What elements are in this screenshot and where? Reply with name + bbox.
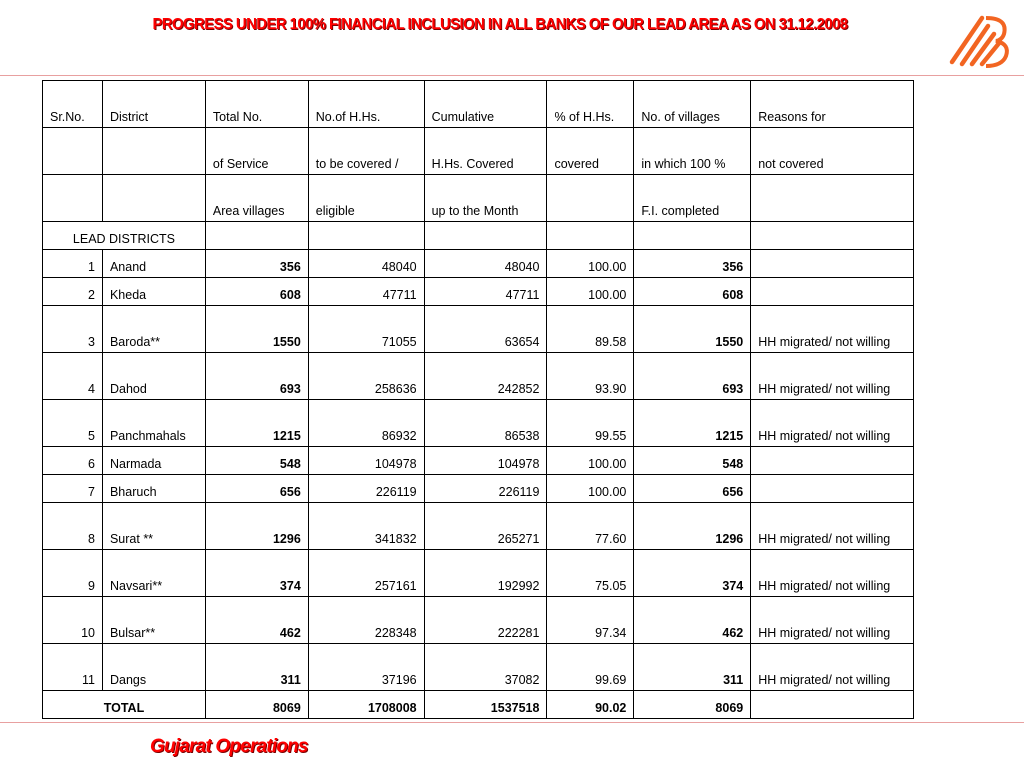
table-row (43, 447, 914, 475)
table-row (43, 353, 914, 400)
empty-cell (634, 222, 751, 250)
villages-completed-cell: 1550 (634, 306, 751, 353)
percent-covered-cell: 100.00 (547, 278, 634, 306)
header-cell: of Service (205, 128, 308, 175)
service-area-villages-cell: 462 (205, 597, 308, 644)
households-covered-cell: 222281 (424, 597, 547, 644)
header-row-3 (43, 175, 914, 222)
percent-covered-cell: 100.00 (547, 475, 634, 503)
serial-number-cell: 1 (43, 250, 103, 278)
header-divider (0, 75, 1024, 76)
reason-cell: HH migrated/ not willing (751, 550, 914, 597)
header-cell (102, 128, 205, 175)
district-cell: Dangs (102, 644, 205, 691)
district-cell: Narmada (102, 447, 205, 475)
service-area-villages-cell: 374 (205, 550, 308, 597)
total-eligible: 1708008 (308, 691, 424, 719)
households-eligible-cell: 71055 (308, 306, 424, 353)
percent-covered-cell: 100.00 (547, 250, 634, 278)
header-cell: in which 100 % (634, 128, 751, 175)
service-area-villages-cell: 548 (205, 447, 308, 475)
total-covered: 1537518 (424, 691, 547, 719)
header-cell: F.I. completed (634, 175, 751, 222)
page-title: PROGRESS UNDER 100% FINANCIAL INCLUSION IN ALL BANKS OF OUR LEAD AREA AS ON 31.12.2008 (152, 16, 848, 33)
header-cell: No. of villages (634, 81, 751, 128)
header-cell (547, 175, 634, 222)
section-row (43, 222, 914, 250)
header-cell: to be covered / (308, 128, 424, 175)
villages-completed-cell: 356 (634, 250, 751, 278)
reason-cell (751, 475, 914, 503)
total-label: TOTAL (43, 691, 206, 719)
reason-cell: HH migrated/ not willing (751, 306, 914, 353)
service-area-villages-cell: 311 (205, 644, 308, 691)
header-cell: Cumulative (424, 81, 547, 128)
serial-number-cell: 10 (43, 597, 103, 644)
households-covered-cell: 242852 (424, 353, 547, 400)
households-covered-cell: 192992 (424, 550, 547, 597)
percent-covered-cell: 99.69 (547, 644, 634, 691)
households-covered-cell: 265271 (424, 503, 547, 550)
table-body (43, 81, 914, 719)
service-area-villages-cell: 608 (205, 278, 308, 306)
header-cell (751, 175, 914, 222)
service-area-villages-cell: 1296 (205, 503, 308, 550)
header-cell: Total No. (205, 81, 308, 128)
district-cell: Surat ** (102, 503, 205, 550)
households-eligible-cell: 104978 (308, 447, 424, 475)
district-cell: Anand (102, 250, 205, 278)
header-cell: eligible (308, 175, 424, 222)
header-cell: Area villages (205, 175, 308, 222)
header-cell: covered (547, 128, 634, 175)
reason-cell (751, 447, 914, 475)
empty-cell (547, 222, 634, 250)
households-eligible-cell: 86932 (308, 400, 424, 447)
villages-completed-cell: 608 (634, 278, 751, 306)
total-reason (751, 691, 914, 719)
total-row (43, 691, 914, 719)
section-label: LEAD DISTRICTS (43, 222, 206, 250)
percent-covered-cell: 100.00 (547, 447, 634, 475)
table-row (43, 306, 914, 353)
percent-covered-cell: 75.05 (547, 550, 634, 597)
serial-number-cell: 2 (43, 278, 103, 306)
serial-number-cell: 6 (43, 447, 103, 475)
villages-completed-cell: 1296 (634, 503, 751, 550)
serial-number-cell: 4 (43, 353, 103, 400)
reason-cell: HH migrated/ not willing (751, 353, 914, 400)
header-cell: H.Hs. Covered (424, 128, 547, 175)
percent-covered-cell: 77.60 (547, 503, 634, 550)
villages-completed-cell: 374 (634, 550, 751, 597)
percent-covered-cell: 99.55 (547, 400, 634, 447)
header-row-1 (43, 81, 914, 128)
households-eligible-cell: 228348 (308, 597, 424, 644)
district-cell: Navsari** (102, 550, 205, 597)
serial-number-cell: 5 (43, 400, 103, 447)
header-cell (43, 128, 103, 175)
service-area-villages-cell: 356 (205, 250, 308, 278)
households-covered-cell: 226119 (424, 475, 547, 503)
footer-divider (0, 722, 1024, 723)
header-cell: Reasons for (751, 81, 914, 128)
header-cell (102, 175, 205, 222)
households-eligible-cell: 37196 (308, 644, 424, 691)
households-eligible-cell: 48040 (308, 250, 424, 278)
service-area-villages-cell: 693 (205, 353, 308, 400)
service-area-villages-cell: 1550 (205, 306, 308, 353)
total-percent: 90.02 (547, 691, 634, 719)
header-cell: % of H.Hs. (547, 81, 634, 128)
header-row-2 (43, 128, 914, 175)
villages-completed-cell: 1215 (634, 400, 751, 447)
households-covered-cell: 63654 (424, 306, 547, 353)
table-row (43, 250, 914, 278)
empty-cell (308, 222, 424, 250)
households-eligible-cell: 257161 (308, 550, 424, 597)
empty-cell (751, 222, 914, 250)
reason-cell: HH migrated/ not willing (751, 644, 914, 691)
households-covered-cell: 104978 (424, 447, 547, 475)
table-row (43, 400, 914, 447)
footer-label: Gujarat Operations (150, 736, 308, 757)
service-area-villages-cell: 656 (205, 475, 308, 503)
district-cell: Panchmahals (102, 400, 205, 447)
households-covered-cell: 37082 (424, 644, 547, 691)
households-eligible-cell: 341832 (308, 503, 424, 550)
reason-cell: HH migrated/ not willing (751, 503, 914, 550)
serial-number-cell: 8 (43, 503, 103, 550)
bank-of-baroda-logo-icon (942, 12, 1014, 70)
total-service-villages: 8069 (205, 691, 308, 719)
header-cell: Sr.No. (43, 81, 103, 128)
villages-completed-cell: 656 (634, 475, 751, 503)
villages-completed-cell: 462 (634, 597, 751, 644)
table-row (43, 550, 914, 597)
table-row (43, 644, 914, 691)
villages-completed-cell: 311 (634, 644, 751, 691)
reason-cell: HH migrated/ not willing (751, 400, 914, 447)
header-cell: No.of H.Hs. (308, 81, 424, 128)
table-row (43, 475, 914, 503)
header-cell: District (102, 81, 205, 128)
district-cell: Bulsar** (102, 597, 205, 644)
households-eligible-cell: 226119 (308, 475, 424, 503)
table-row (43, 278, 914, 306)
villages-completed-cell: 548 (634, 447, 751, 475)
serial-number-cell: 3 (43, 306, 103, 353)
households-eligible-cell: 258636 (308, 353, 424, 400)
header-cell: up to the Month (424, 175, 547, 222)
households-covered-cell: 86538 (424, 400, 547, 447)
villages-completed-cell: 693 (634, 353, 751, 400)
households-covered-cell: 47711 (424, 278, 547, 306)
reason-cell (751, 278, 914, 306)
percent-covered-cell: 93.90 (547, 353, 634, 400)
total-villages-completed: 8069 (634, 691, 751, 719)
district-cell: Dahod (102, 353, 205, 400)
table-row (43, 503, 914, 550)
households-eligible-cell: 47711 (308, 278, 424, 306)
service-area-villages-cell: 1215 (205, 400, 308, 447)
header-cell (43, 175, 103, 222)
percent-covered-cell: 89.58 (547, 306, 634, 353)
financial-inclusion-table (42, 80, 914, 719)
empty-cell (424, 222, 547, 250)
header-cell: not covered (751, 128, 914, 175)
district-cell: Kheda (102, 278, 205, 306)
empty-cell (205, 222, 308, 250)
reason-cell: HH migrated/ not willing (751, 597, 914, 644)
percent-covered-cell: 97.34 (547, 597, 634, 644)
district-cell: Bharuch (102, 475, 205, 503)
serial-number-cell: 9 (43, 550, 103, 597)
table-row (43, 597, 914, 644)
serial-number-cell: 7 (43, 475, 103, 503)
serial-number-cell: 11 (43, 644, 103, 691)
households-covered-cell: 48040 (424, 250, 547, 278)
district-cell: Baroda** (102, 306, 205, 353)
reason-cell (751, 250, 914, 278)
